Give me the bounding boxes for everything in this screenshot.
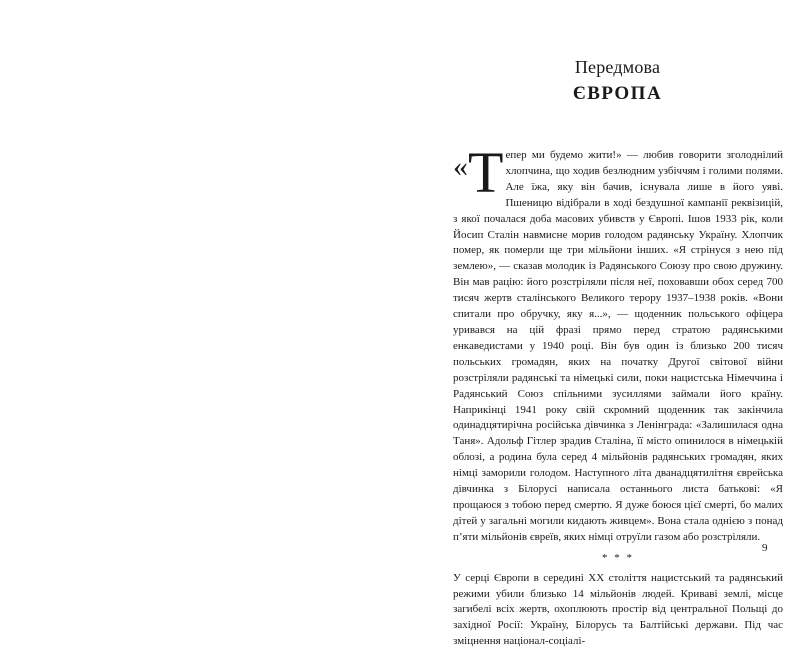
body-text: [453, 140, 783, 650]
chapter-title: ЄВРОПА: [572, 83, 663, 104]
drop-cap: Т: [468, 140, 504, 205]
chapter-subtitle: Передмова: [574, 57, 661, 77]
opening-paragraph-text: епер ми будемо жити!» — любив говорити зголоднілий хлопчина, що ходив безлюдним узбіччям і голими полями. Але їжа, яку він бачив, існувала лише в його уяві. Пшеницю відібрали в ході бездушної кампанії реквізицій, з якої почалася доба масових убивств у Європі. Ішов 1933 рік, коли Йосип Сталін навмисне морив голодом радянську Україну. Хлопчик помер, як померли ще три мільйони інших. «Я стрінуся з нею під землею», — сказав молодик із Радянського Союзу про свою дружину. Він мав рацію: його розстріляли після неї, поховавши обох серед 700 тисяч жертв сталінського Великого терору 1937–1938 років. «Вони спитали про обручку, яку я...», — щоденник польського офіцера уривався на цій фразі прямо перед стратою радянськими енкаведистами у 1940 році. Він був один із близько 200 тисяч польських громадян, яких на початку Другої світової війни розстріляли радянські та німецькі сили, поки нацистська Німеччина і Радянський Союз спільними зусиллями займали його країну. Наприкінці 1941 року свій скромний щоденник так закінчила одинадцятирічна російська дівчинка з Ленінграда: «Залишилася одна Таня». Адольф Гітлер зрадив Сталіна, її місто опинилося в німецькій облозі, а родина була серед 4 мільйонів радянських громадян, яких німці заморили голодом. Наступного літа дванадцятилітня єврейська дівчинка з Білорусі написала останнього листа батькові: «Я прощаюся з тобою перед смертю. Я дуже боюся цієї смерті, бо малих дітей у загальні могили кидають живцем». Вона стала однією з понад п’яти мільйонів євреїв, яких німці отруїли газом або розстріляли.: [453, 149, 783, 543]
opening-quote-mark: «: [453, 150, 468, 183]
opening-paragraph: [453, 140, 783, 546]
section-separator: * * *: [602, 551, 634, 564]
second-paragraph: У серці Європи в середині XX століття нацистський та радянський режими убили близько 14 мільйонів людей. Криваві землі, місце загибелі всіх жертв, охоплюють простір від центральної Польщі до західної Росії: Україну, Білорусь та Балтійські держави. Під час зміцнення націонал-соціалі-: [453, 571, 783, 648]
chapter-heading: [453, 57, 782, 105]
page-number: 9: [762, 542, 768, 554]
